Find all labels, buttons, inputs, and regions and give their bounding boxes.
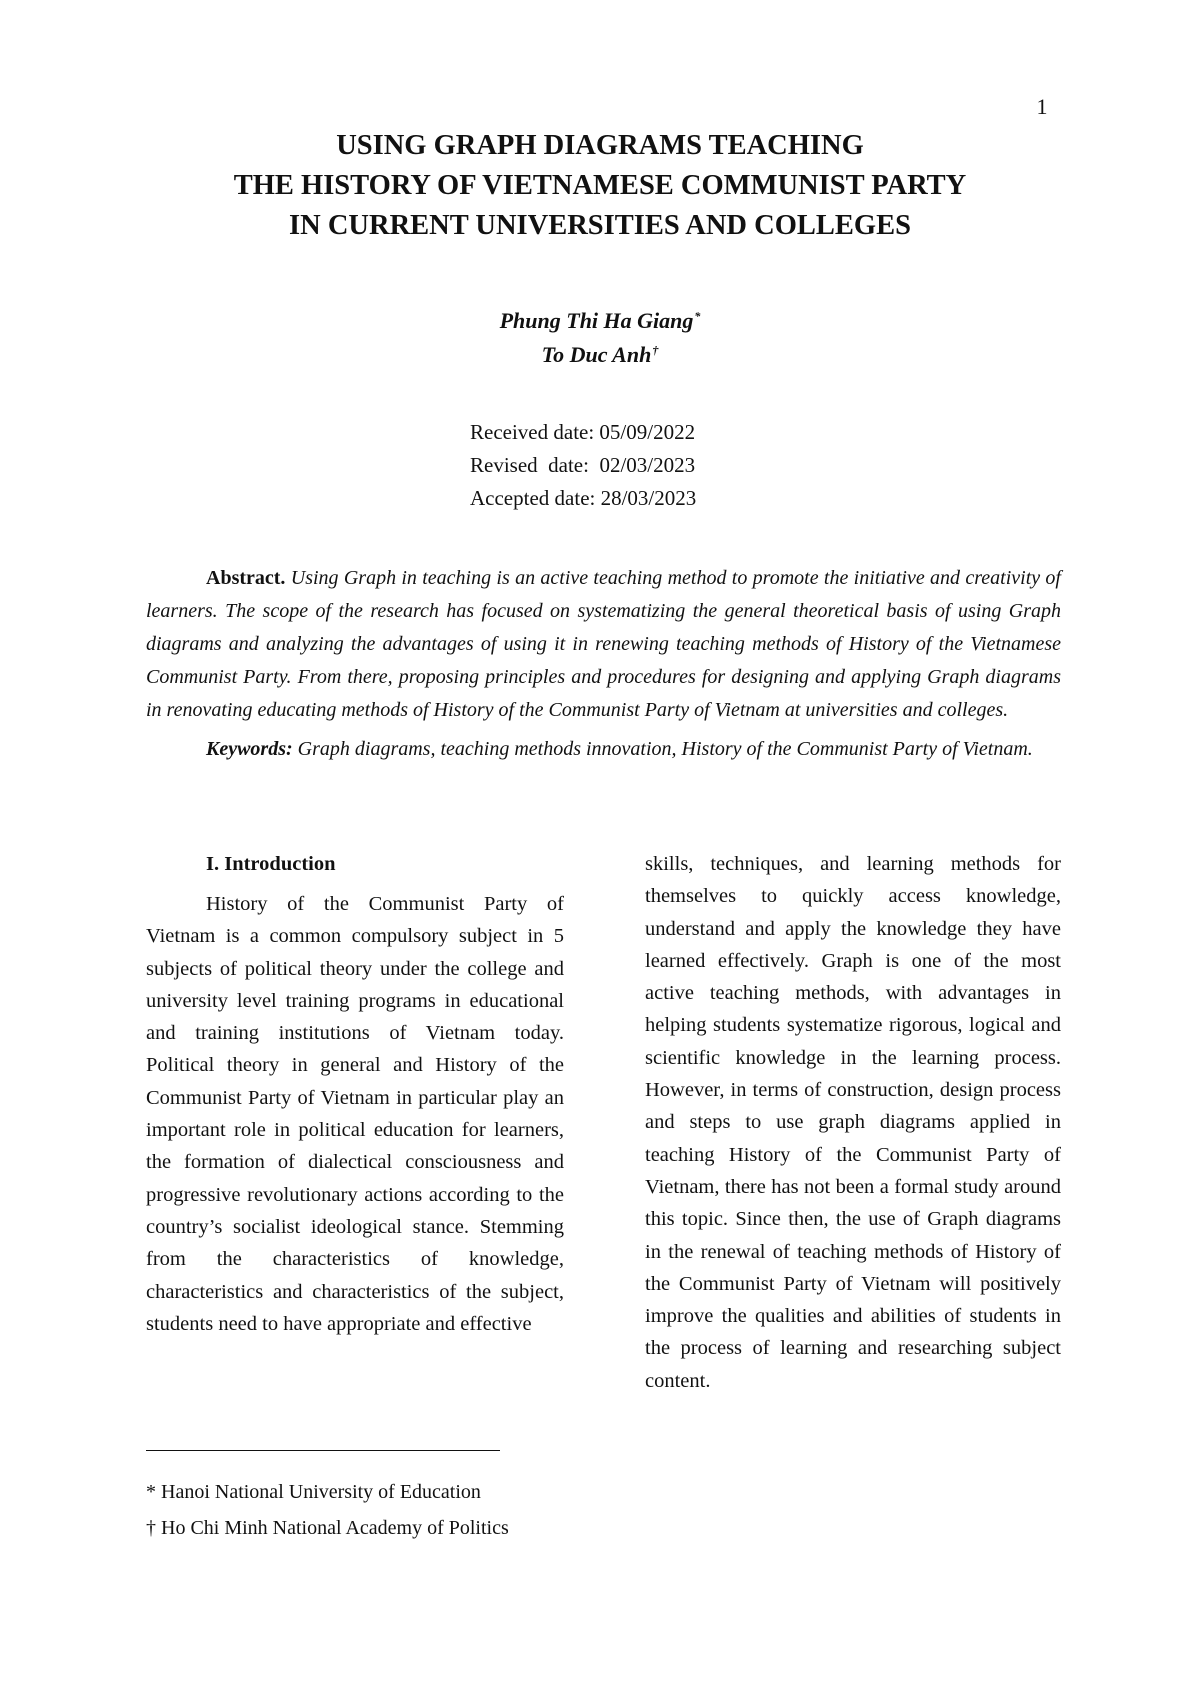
footnote-divider (146, 1450, 500, 1451)
keywords-text: Graph diagrams, teaching methods innovation, History of the Communist Party of Vietnam. (297, 738, 1033, 760)
title-line: USING GRAPH DIAGRAMS TEACHING (336, 130, 864, 161)
section-heading: I. Introduction (206, 853, 336, 875)
abstract-block (146, 562, 1061, 766)
author-name: To Duc Anh (541, 342, 652, 367)
article-dates (470, 416, 696, 515)
title-line: IN CURRENT UNIVERSITIES AND COLLEGES (289, 210, 911, 241)
author-footnote-mark: † (652, 343, 659, 357)
column-left (146, 848, 564, 1340)
body-paragraph: History of the Communist Party of Vietnam is a common compulsory subject in 5 subjects of political theory under the college and university level training programs in educational and training institutions of Vietnam today. Political theory in general and History of the Communist Party of Vietnam in particular play an important role in political education for learners, the formation of dialectical consciousness and progressive revolutionary actions according to the country’s socialist ideological stance. Stemming from the characteristics of knowledge, characteristics and characteristics of the subject, students need to have appropriate and effective (146, 893, 564, 1335)
accepted-date: Accepted date: 28/03/2023 (470, 486, 697, 510)
author-list (100, 304, 1100, 372)
footnotes (146, 1474, 509, 1546)
author-footnote-mark: * (694, 309, 701, 323)
author (100, 338, 1100, 372)
received-date: Received date: 05/09/2022 (470, 420, 696, 444)
keywords-label: Keywords: (206, 738, 293, 760)
page-number: 1 (1036, 94, 1048, 119)
column-right (645, 848, 1061, 1397)
revised-date: Revised date: 02/03/2023 (470, 453, 696, 477)
author (100, 304, 1100, 338)
paper-title (100, 126, 1100, 246)
body-paragraph: skills, techniques, and learning methods for themselves to quickly access knowledge, understand and apply the knowledge they have learned effectively. Graph is one of the most active teaching methods, with advantages in helping students systematize rigorous, logical and scientific knowledge in the learning process. However, in terms of construction, design process and steps to use graph diagrams applied in teaching History of the Communist Party of Vietnam, there has not been a formal study around this topic. Since then, the use of Graph diagrams in the renewal of teaching methods of History of the Communist Party of Vietnam will positively improve the qualities and abilities of students in the process of learning and researching subject content. (645, 853, 1061, 1392)
footnote: † Ho Chi Minh National Academy of Politics (146, 1517, 509, 1539)
abstract-text: Using Graph in teaching is an active teaching method to promote the initiative and creativity of learners. The scope of the research has focused on systematizing the general theoretical basis of using Graph diagrams and analyzing the advantages of using it in renewing teaching methods of History of the Vietnamese Communist Party. From there, proposing principles and procedures for designing and applying Graph diagrams in renovating educating methods of History of the Communist Party of Vietnam at universities and colleges. (146, 567, 1061, 721)
abstract (146, 562, 1061, 727)
author-name: Phung Thi Ha Giang (499, 308, 694, 333)
title-line: THE HISTORY OF VIETNAMESE COMMUNIST PARTY (233, 170, 967, 201)
abstract-label: Abstract. (206, 567, 286, 589)
keywords (146, 733, 1061, 766)
footnote: * Hanoi National University of Education (146, 1481, 481, 1503)
